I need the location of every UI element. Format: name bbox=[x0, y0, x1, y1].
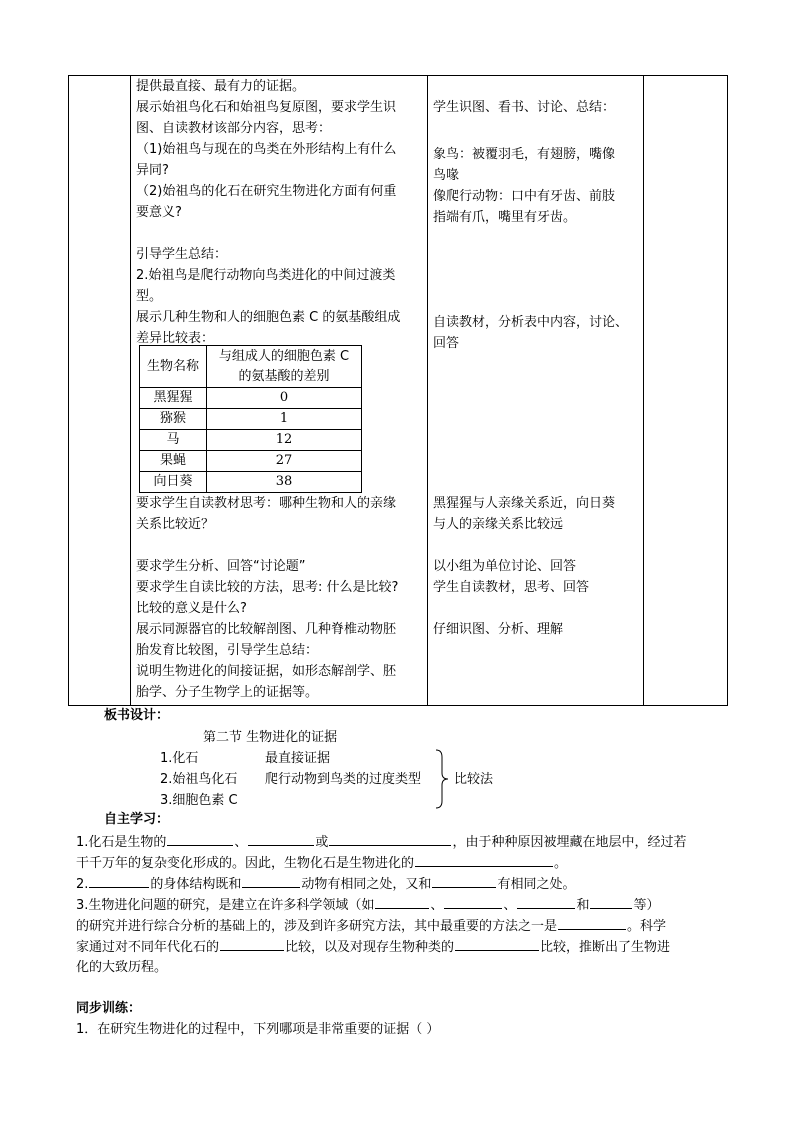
teacher-line: 要意义? bbox=[136, 205, 182, 220]
teacher-line: 要求学生自读教材思考：哪种生物和人的亲缘 bbox=[136, 496, 397, 511]
organism-name: 黑猩猩 bbox=[140, 388, 207, 409]
header-difference-line1: 与组成人的细胞色素 C bbox=[218, 348, 350, 364]
table-col-line-3 bbox=[643, 75, 644, 706]
q3-text: 家通过对不同年代化石的 bbox=[76, 940, 220, 955]
student-line: 像爬行动物：口中有牙齿、前肢 bbox=[433, 189, 616, 204]
teacher-line: 展示始祖鸟化石和始祖鸟复原图，要求学生识 bbox=[136, 100, 397, 115]
self-study-heading: 自主学习： bbox=[104, 812, 170, 827]
board-title: 第二节 生物进化的证据 bbox=[203, 730, 338, 745]
q3-text: 比较，以及对现存生物种类的 bbox=[285, 940, 455, 955]
q1-text: 1.化石是生物的 bbox=[76, 835, 167, 850]
self-study-q3-line4: 化的大致历程。 bbox=[76, 960, 168, 975]
table-header-row bbox=[140, 346, 362, 388]
teacher-line: 比较的意义是什么? bbox=[136, 601, 247, 616]
teacher-line: 要求学生分析、回答“讨论题” bbox=[136, 559, 306, 574]
board-item-2-right: 爬行动物到鸟类的过度类型 bbox=[265, 772, 422, 787]
teacher-line: 展示同源器官的比较解剖图、几种脊椎动物胚 bbox=[136, 622, 397, 637]
teacher-line: 提供最直接、最有力的证据。 bbox=[136, 79, 306, 94]
right-brace-icon bbox=[434, 749, 450, 809]
student-line: 指端有爪，嘴里有牙齿。 bbox=[433, 210, 577, 225]
q3-text: 的研究并进行综合分析的基础上的，涉及到许多研究方法，其中最重要的方法之一是 bbox=[76, 919, 558, 934]
teacher-line: 2.始祖鸟是爬行动物向鸟类进化的中间过渡类 bbox=[136, 268, 396, 283]
header-difference bbox=[207, 346, 362, 388]
table-col-line-0 bbox=[68, 75, 69, 706]
student-line: 鸟喙 bbox=[433, 168, 460, 183]
blank-field[interactable] bbox=[242, 873, 300, 888]
teacher-line: 关系比较近？ bbox=[136, 517, 215, 532]
teacher-line: 异同? bbox=[136, 163, 169, 178]
blank-field[interactable] bbox=[444, 894, 502, 909]
q3-text: 比较，推断出了生物进 bbox=[540, 940, 671, 955]
student-line: 仔细识图、分析、理解 bbox=[433, 622, 564, 637]
blank-field[interactable] bbox=[415, 852, 553, 867]
board-item-2-left: 2.始祖鸟化石 bbox=[160, 772, 238, 787]
q3-text: 和 bbox=[576, 898, 590, 913]
organism-name: 马 bbox=[140, 430, 207, 451]
student-line: 黑猩猩与人亲缘关系近，向日葵 bbox=[433, 496, 616, 511]
self-study-q1-line1 bbox=[76, 831, 686, 853]
difference-value: 0 bbox=[207, 388, 362, 409]
teacher-line: 要求学生自读比较的方法，思考: 什么是比较? bbox=[136, 580, 399, 595]
blank-field[interactable] bbox=[558, 915, 626, 930]
q1-text: 、 bbox=[234, 835, 248, 850]
student-line: 回答 bbox=[433, 336, 460, 351]
board-item-1-left: 1.化石 bbox=[160, 751, 199, 766]
student-line: 以小组为单位讨论、回答 bbox=[433, 559, 577, 574]
student-line: 与人的亲缘关系比较远 bbox=[433, 517, 564, 532]
self-study-q1-line2 bbox=[76, 852, 567, 874]
student-line: 学生识图、看书、讨论、总结： bbox=[433, 100, 616, 115]
table-row bbox=[140, 451, 362, 472]
blank-field[interactable] bbox=[329, 831, 451, 846]
difference-value: 27 bbox=[207, 451, 362, 472]
q3-text: 等） bbox=[633, 898, 660, 913]
board-item-1-right: 最直接证据 bbox=[265, 751, 331, 766]
q3-text: 、 bbox=[430, 898, 444, 913]
teacher-line: 胎学、分子生物学上的证据等。 bbox=[136, 685, 319, 700]
teacher-line: 说明生物进化的间接证据，如形态解剖学、胚 bbox=[136, 664, 397, 679]
table-row bbox=[140, 409, 362, 430]
teacher-line: 展示几种生物和人的细胞色素 C 的氨基酸组成 bbox=[136, 310, 401, 325]
q1-text: 。 bbox=[554, 856, 568, 871]
blank-field[interactable] bbox=[517, 894, 575, 909]
q2-text: 2. bbox=[76, 877, 89, 892]
cytochrome-c-table bbox=[139, 345, 362, 493]
student-line: 学生自读教材，思考、回答 bbox=[433, 580, 590, 595]
q2-text: 有相同之处。 bbox=[497, 877, 576, 892]
practice-heading: 同步训练： bbox=[76, 1001, 142, 1016]
practice-q1: 1．在研究生物进化的过程中，下列哪项是非常重要的证据（ ） bbox=[76, 1022, 440, 1037]
header-organism: 生物名称 bbox=[140, 346, 207, 388]
self-study-q3-line2 bbox=[76, 915, 666, 937]
self-study-q2 bbox=[76, 873, 575, 895]
q1-text: ，由于种种原因被埋藏在地层中，经过若 bbox=[452, 835, 687, 850]
blank-field[interactable] bbox=[590, 894, 632, 909]
q1-text: 或 bbox=[315, 835, 329, 850]
teacher-line: 型。 bbox=[136, 289, 163, 304]
table-col-line-1 bbox=[130, 75, 131, 706]
blank-field[interactable] bbox=[89, 873, 149, 888]
table-row bbox=[140, 430, 362, 451]
q2-text: 动物有相同之处，又和 bbox=[301, 877, 432, 892]
teacher-line: 胎发育比较图，引导学生总结： bbox=[136, 643, 319, 658]
blank-field[interactable] bbox=[455, 936, 539, 951]
self-study-q3-line3 bbox=[76, 936, 670, 958]
difference-value: 12 bbox=[207, 430, 362, 451]
board-item-3-left: 3.细胞色素 C bbox=[160, 793, 238, 808]
table-row bbox=[140, 472, 362, 493]
q3-text: 3.生物进化问题的研究，是建立在许多科学领域（如 bbox=[76, 898, 375, 913]
board-heading: 板书设计： bbox=[104, 708, 170, 723]
teacher-line: 差异比较表： bbox=[136, 331, 215, 346]
student-line: 自读教材，分析表中内容，讨论、 bbox=[433, 315, 629, 330]
q3-text: 。科学 bbox=[627, 919, 667, 934]
difference-value: 38 bbox=[207, 472, 362, 493]
blank-field[interactable] bbox=[375, 894, 429, 909]
blank-field[interactable] bbox=[167, 831, 233, 846]
teacher-line: （2)始祖鸟的化石在研究生物进化方面有何重 bbox=[136, 184, 397, 199]
self-study-q3-line1 bbox=[76, 894, 659, 916]
teacher-line: 图、自读教材该部分内容，思考： bbox=[136, 121, 332, 136]
teacher-line: 引导学生总结： bbox=[136, 247, 228, 262]
difference-value: 1 bbox=[207, 409, 362, 430]
table-col-line-2 bbox=[427, 75, 428, 706]
student-line: 象鸟：被覆羽毛，有翅膀，嘴像 bbox=[433, 147, 616, 162]
header-difference-line2: 的氨基酸的差别 bbox=[238, 368, 330, 384]
teacher-line: （1)始祖鸟与现在的鸟类在外形结构上有什么 bbox=[136, 142, 397, 157]
q2-text: 的身体结构既和 bbox=[150, 877, 242, 892]
table-col-line-4 bbox=[727, 75, 728, 706]
q1-text: 干千万年的复杂变化形成的。因此，生物化石是生物进化的 bbox=[76, 856, 415, 871]
organism-name: 向日葵 bbox=[140, 472, 207, 493]
organism-name: 果蝇 bbox=[140, 451, 207, 472]
organism-name: 猕猴 bbox=[140, 409, 207, 430]
blank-field[interactable] bbox=[432, 873, 496, 888]
blank-field[interactable] bbox=[248, 831, 314, 846]
blank-field[interactable] bbox=[220, 936, 284, 951]
q3-text: 、 bbox=[503, 898, 517, 913]
table-row bbox=[140, 388, 362, 409]
brace-label: 比较法 bbox=[454, 772, 494, 787]
